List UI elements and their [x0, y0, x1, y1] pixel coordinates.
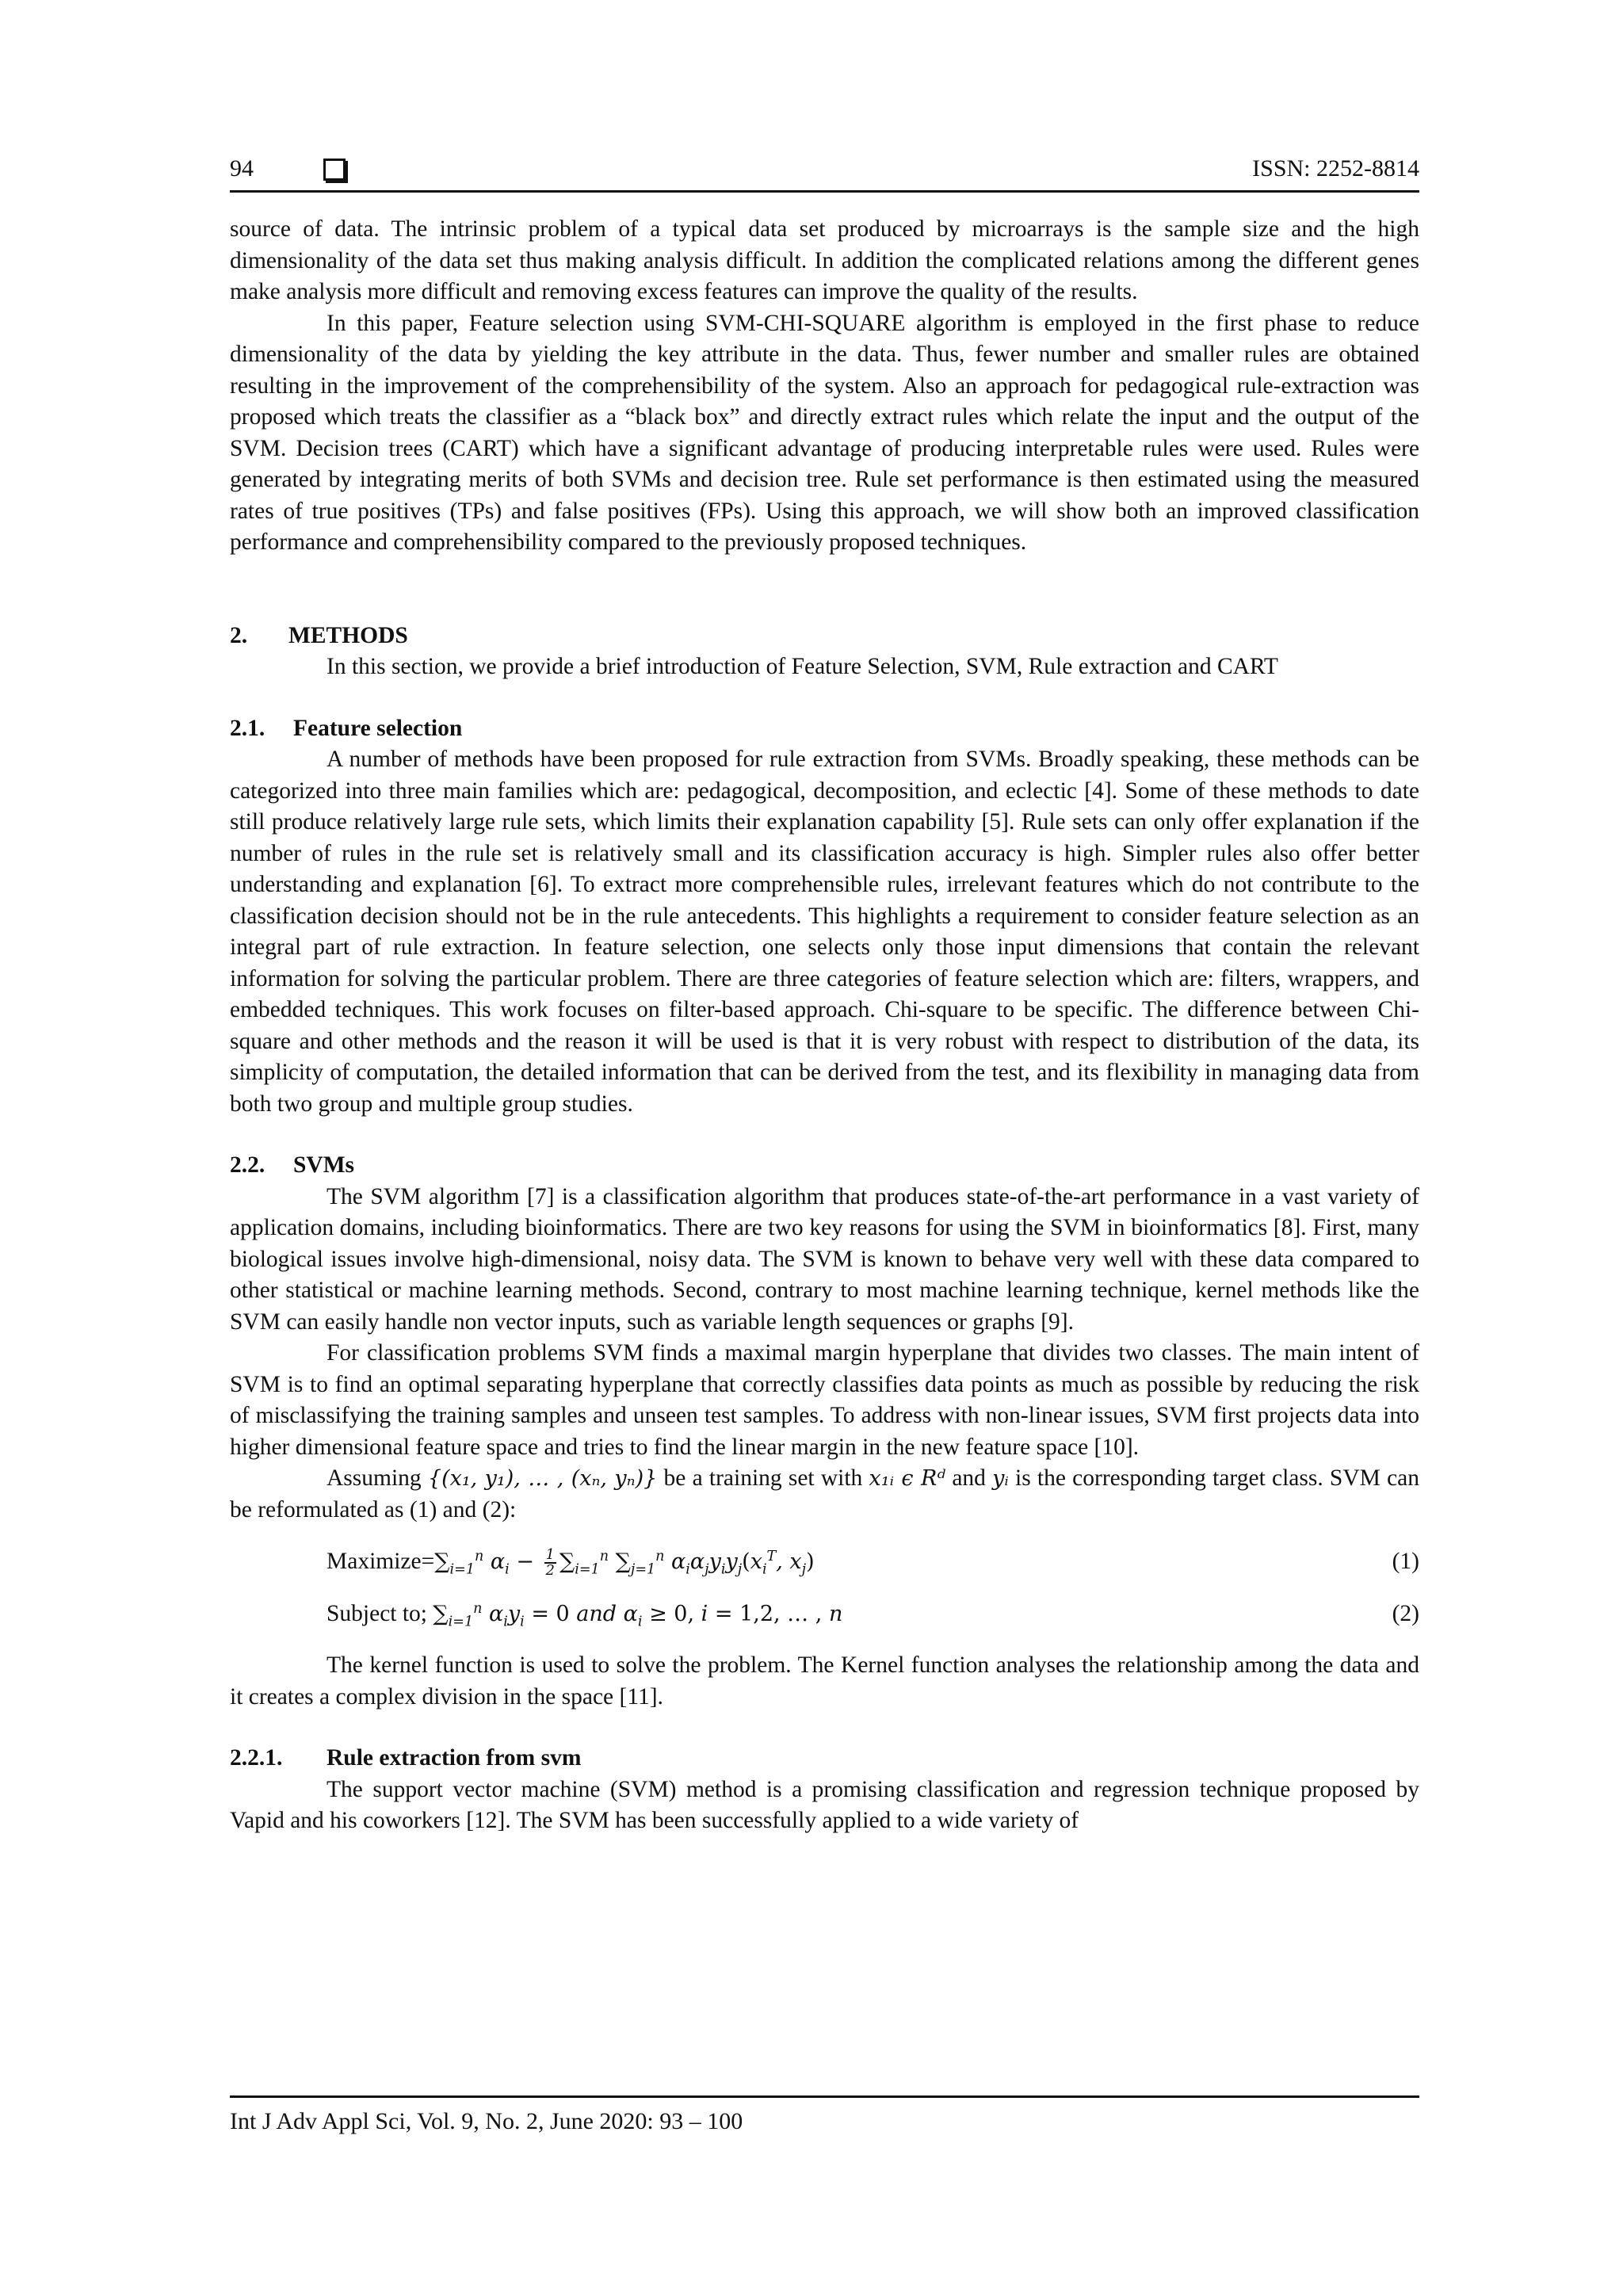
section-number: 2.1.	[230, 715, 265, 741]
section-heading-svms	[230, 1150, 1419, 1182]
issn: ISSN: 2252-8814	[1252, 155, 1419, 181]
paragraph-methods-intro: In this section, we provide a brief introduction of Feature Selection, SVM, Rule extraction and CART	[327, 654, 1278, 679]
paragraph-svm-3	[230, 1463, 1419, 1526]
equation-label: Maximize=	[327, 1549, 435, 1574]
equation-number: (1)	[1392, 1549, 1419, 1574]
header-rule	[230, 190, 1419, 193]
paragraph-rule-extraction: The support vector machine (SVM) method is a promising classification and regression technique proposed by Vapid and his coworkers [12]. The SVM has been successfully applied to a wide variety of	[230, 1776, 1419, 1833]
section-heading-feature-selection	[230, 713, 1419, 745]
paragraph-feature-selection: A number of methods have been proposed for rule extraction from SVMs. Broadly speaking, these methods can be categorized into three main families which are: pedagogical, decomposition, and eclectic [4]. Some of these methods to date still produce relatively large rule sets, which limits their explanation capability [5]. Rule sets can only offer explanation if the number of rules in the rule set is relatively small and its classification accuracy is high. Simpler rules also offer better understanding and explanation [6]. To extract more comprehensible rules, irrelevant features which do not contribute to the classification decision should not be in the rule antecedents. This highlights a requirement to consider feature selection as an integral part of rule extraction. In feature selection, one selects only those input dimensions that contain the relevant information for solving the particular problem. There are three categories of feature selection which are: filters, wrappers, and embedded techniques. This work focuses on filter-based approach. Chi-square to be specific. The difference between Chi-square and other methods and the reason it will be used is that it is very robust with respect to distribution of the data, its simplicity of computation, the detailed information that can be derived from the test, and its flexibility in managing data from both two group and multiple group studies.	[230, 747, 1419, 1117]
section-title: Feature selection	[293, 715, 463, 741]
section-number: 2.2.	[230, 1152, 265, 1178]
math-x-in-r: x₁ᵢ ϵ Rᵈ	[869, 1466, 946, 1491]
square-bullet-icon	[323, 159, 346, 181]
footer-rule	[230, 2095, 1419, 2098]
section-number: 2.	[230, 622, 248, 648]
section-title: SVMs	[293, 1152, 355, 1178]
text-run: Assuming	[327, 1465, 422, 1491]
equation-body: $\sum_{i=1}^n$ $\alpha_i$ − $\frac{1}{2}$ $\sum_{i=1}^n$ $\sum_{j=1}^n$ $\alpha_i\alpha_jy_iy_j(x_i^T$, $x_j$)	[434, 1545, 815, 1579]
section-title: METHODS	[288, 622, 408, 648]
section-title: Rule extraction from svm	[327, 1745, 582, 1771]
section-heading-methods	[230, 621, 1419, 652]
text-run: be a training set with	[663, 1465, 863, 1491]
paragraph-kernel: The kernel function is used to solve the problem. The Kernel function analyses the relationship among the data and it creates a complex division in the space [11].	[230, 1652, 1419, 1710]
math-training-set: {(x₁, y₁), … , (xₙ, yₙ)}	[427, 1466, 658, 1491]
text-run: is the corresponding target class. SVM can be reformulated as (1) and (2):	[230, 1465, 1420, 1522]
paragraph-svm-2: For classification problems SVM finds a maximal margin hyperplane that divides two classes. The main intent of SVM is to find an optimal separating hyperplane that correctly classifies data points as much as possible by reducing the risk of misclassifying the training samples and unseen test samples. To address with non-linear issues, SVM first projects data into higher dimensional feature space and tries to find the linear margin in the new feature space [10].	[230, 1340, 1419, 1460]
footer-citation: Int J Adv Appl Sci, Vol. 9, No. 2, June 2020: 93 – 100	[230, 2108, 743, 2134]
section-heading-rule-extraction	[230, 1743, 1419, 1775]
paragraph-approach: In this paper, Feature selection using SVM-CHI-SQUARE algorithm is employed in the first phase to reduce dimensionality of the data by yielding the key attribute in the data. Thus, fewer number and smaller rules are obtained resulting in the improvement of the comprehensibility of the system. Also an approach for pedagogical rule-extraction was proposed which treats the classifier as a “black box” and directly extract rules which relate the input and the output of the SVM. Decision trees (CART) which have a significant advantage of producing interpretable rules were used. Rules were generated by integrating merits of both SVMs and decision tree. Rule set performance is then estimated using the measured rates of true positives (TPs) and false positives (FPs). Using this approach, we will show both an improved classification performance and comprehensibility compared to the previously proposed techniques.	[230, 310, 1419, 555]
equation-2	[230, 1599, 1419, 1630]
equation-number: (2)	[1392, 1600, 1419, 1626]
equation-1	[230, 1546, 1419, 1578]
text-run: and	[952, 1465, 986, 1491]
equation-body: $\sum_{i=1}^n$ $\alpha_iy_i = 0$ and $\alpha_i \ge 0$, i = 1,2, … , n	[433, 1600, 843, 1629]
running-header	[230, 155, 1419, 195]
equation-label: Subject to;	[327, 1600, 428, 1626]
math-y-i: yᵢ	[992, 1466, 1009, 1491]
page-number: 94	[230, 155, 254, 181]
section-number: 2.2.1.	[230, 1745, 283, 1771]
paragraph-intro-continued: source of data. The intrinsic problem of a typical data set produced by microarrays is the sample size and the high dimensionality of the data set thus making analysis difficult. In addition the complicated relations among the different genes make analysis more difficult and removing excess features can improve the quality of the results.	[230, 216, 1419, 304]
paragraph-svm-1: The SVM algorithm [7] is a classification algorithm that produces state-of-the-art performance in a vast variety of application domains, including bioinformatics. There are two key reasons for using the SVM in bioinformatics [8]. First, many biological issues involve high-dimensional, noisy data. The SVM is known to behave very well with these data compared to other statistical or machine learning methods. Second, contrary to most machine learning technique, kernel methods like the SVM can easily handle non vector inputs, such as variable length sequences or graphs [9].	[230, 1183, 1419, 1335]
body-content	[230, 214, 1419, 1837]
